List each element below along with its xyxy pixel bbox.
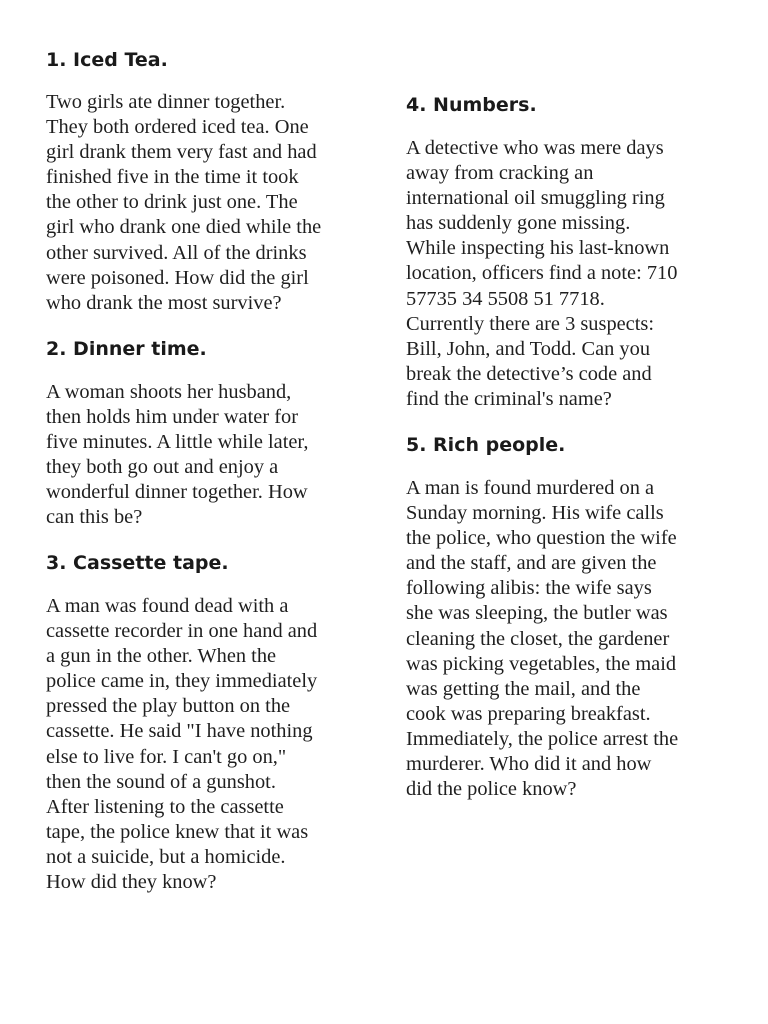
text-line: away from cracking an xyxy=(406,162,594,185)
text-line: How did they know? xyxy=(46,871,217,894)
riddle-text xyxy=(46,594,317,895)
text-line: not a suicide, but a homicide. xyxy=(46,845,286,868)
text-line: who drank the most survive? xyxy=(46,291,282,314)
text-line: finished five in the time it took xyxy=(46,166,299,189)
text-line: and the staff, and are given the xyxy=(406,552,657,575)
text-line: murderer. Who did it and how xyxy=(406,753,652,776)
text-line: A detective who was mere days xyxy=(406,137,664,159)
text-line: Bill, John, and Todd. Can you xyxy=(406,337,651,360)
text-line: Currently there are 3 suspects: xyxy=(406,312,655,335)
riddle-text xyxy=(406,136,677,412)
text-line: Two girls ate dinner together. xyxy=(46,91,286,113)
riddle-title: 4. Numbers. xyxy=(406,94,537,116)
text-line: cook was preparing breakfast. xyxy=(406,702,651,725)
text-line: cassette recorder in one hand and xyxy=(46,620,318,643)
text-line: was getting the mail, and the xyxy=(406,677,641,700)
text-line: a gun in the other. When the xyxy=(46,645,277,668)
riddle-text xyxy=(46,90,321,316)
riddle-title: 2. Dinner time. xyxy=(46,338,207,360)
text-line: police came in, they immediately xyxy=(46,670,318,693)
riddle-title: 5. Rich people. xyxy=(406,434,566,456)
text-line: cleaning the closet, the gardener xyxy=(406,627,670,650)
text-line: After listening to the cassette xyxy=(46,795,284,818)
text-line: were poisoned. How did the girl xyxy=(46,266,309,289)
text-line: A man is found murdered on a xyxy=(406,477,655,499)
text-line: then holds him under water for xyxy=(46,406,298,429)
text-line: she was sleeping, the butler was xyxy=(406,602,668,625)
riddle-title: 1. Iced Tea. xyxy=(46,49,168,71)
text-line: the other to drink just one. The xyxy=(46,191,298,214)
text-line: international oil smuggling ring xyxy=(406,187,665,210)
text-line: they both go out and enjoy a xyxy=(46,456,279,479)
text-line: was picking vegetables, the maid xyxy=(406,652,677,675)
text-line: Sunday morning. His wife calls xyxy=(406,502,664,525)
text-line: has suddenly gone missing. xyxy=(406,212,631,235)
riddle-text xyxy=(46,380,309,531)
text-line: wonderful dinner together. How xyxy=(46,481,308,504)
riddle-text xyxy=(406,476,678,802)
text-line: While inspecting his last-known xyxy=(406,237,670,260)
text-line: 57735 34 5508 51 7718. xyxy=(406,287,605,310)
text-line: break the detective’s code and xyxy=(406,362,652,385)
text-line: find the criminal's name? xyxy=(406,387,612,410)
text-line: A woman shoots her husband, xyxy=(46,381,292,403)
text-line: five minutes. A little while later, xyxy=(46,431,309,454)
text-line: location, officers find a note: 710 xyxy=(406,262,678,285)
text-line: girl who drank one died while the xyxy=(46,216,322,239)
riddle-title: 3. Cassette tape. xyxy=(46,552,229,574)
text-line: following alibis: the wife says xyxy=(406,577,652,600)
text-line: else to live for. I can't go on," xyxy=(46,745,287,768)
text-line: Immediately, the police arrest the xyxy=(406,727,679,750)
text-line: pressed the play button on the xyxy=(46,695,291,718)
text-line: can this be? xyxy=(46,506,143,529)
text-line: other survived. All of the drinks xyxy=(46,241,307,264)
text-line: cassette. He said "I have nothing xyxy=(46,720,313,743)
text-line: did the police know? xyxy=(406,778,577,801)
text-line: girl drank them very fast and had xyxy=(46,141,317,164)
text-line: tape, the police knew that it was xyxy=(46,820,309,843)
text-line: They both ordered iced tea. One xyxy=(46,116,309,139)
text-line: A man was found dead with a xyxy=(46,595,289,617)
text-line: then the sound of a gunshot. xyxy=(46,770,276,793)
text-line: the police, who question the wife xyxy=(406,527,677,550)
